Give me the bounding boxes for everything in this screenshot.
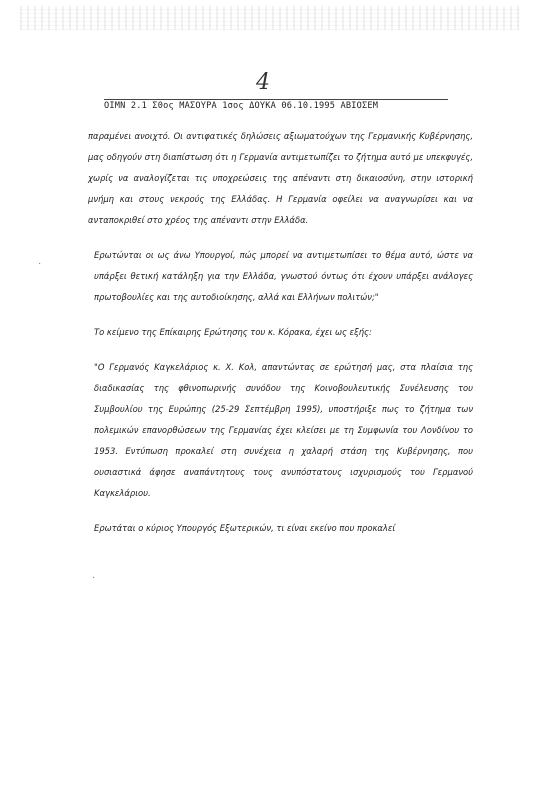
paragraph-5: Ερωτάται ο κύριος Υπουργός Εξωτερικών, τι είναι εκείνο που προκαλεί [94, 523, 396, 533]
document-body [88, 126, 473, 539]
scan-noise [20, 6, 520, 30]
margin-mark: · [92, 572, 96, 583]
paragraph-1: παραμένει ανοιχτό. Οι αντιφατικές δηλώσεις αξιωματούχων της Γερμανικής Κυβέρνησης, μας οδηγούν στη διαπίστωση ότι η Γερμανία αντιμετωπίζει το ζήτημα αυτό με υπεκφυγές, χωρίς να αναλογίζεται τις υποχρεώσεις της απέναντι στη δικαιοσύνη, στην ιστορική μνήμη και στους νεκρούς της Ελλάδας. Η Γερμανία οφείλει να αναγνωρίσει και να ανταποκριθεί στο χρέος της απέναντι στην Ελλάδα. [88, 131, 473, 225]
margin-mark: · [38, 258, 42, 269]
paragraph-3: Το κείμενο της Επίκαιρης Ερώτησης του κ. Κόρακα, έχει ως εξής: [94, 327, 372, 337]
document-header: ΟΙΜΝ 2.1 Σ0ος ΜΑΣΟΥΡΑ 1σος ΔΟΥΚΑ 06.10.1995 ΑΒΙΟΣΕΜ [104, 99, 448, 111]
page-number: 4 [256, 70, 270, 95]
paragraph-4: "Ο Γερμανός Καγκελάριος κ. Χ. Κολ, απαντώντας σε ερώτησή μας, στα πλαίσια της διαδικασίας της φθινοπωρινής συνόδου της Κοινοβουλευτικής Συνέλευσης του Συμβουλίου της Ευρώπης (25-29 Σεπτέμβρη 1995), υποστήριξε πως το ζήτημα των πολεμικών επανορθώσεων της Γερμανίας έχει κλείσει με τη Συμφωνία του Λονδίνου το 1953. Εντύπωση προκαλεί στη συνέχεια η χαλαρή στάση της Κυβέρνησης, που ουσιαστικά άφησε αναπάντητους τους ανυπόστατους ισχυρισμούς του Γερμανού Καγκελάριου. [94, 362, 473, 498]
paragraph-2: Ερωτώνται οι ως άνω Υπουργοί, πώς μπορεί να αντιμετωπίσει το θέμα αυτό, ώστε να υπάρξει θετική κατάληξη για την Ελλάδα, γνωστού όντως ότι έχουν υπάρξει ανάλογες πρωτοβουλίες και της αυτοδιοίκησης, αλλά και Ελλήνων πολιτών;" [94, 250, 473, 302]
